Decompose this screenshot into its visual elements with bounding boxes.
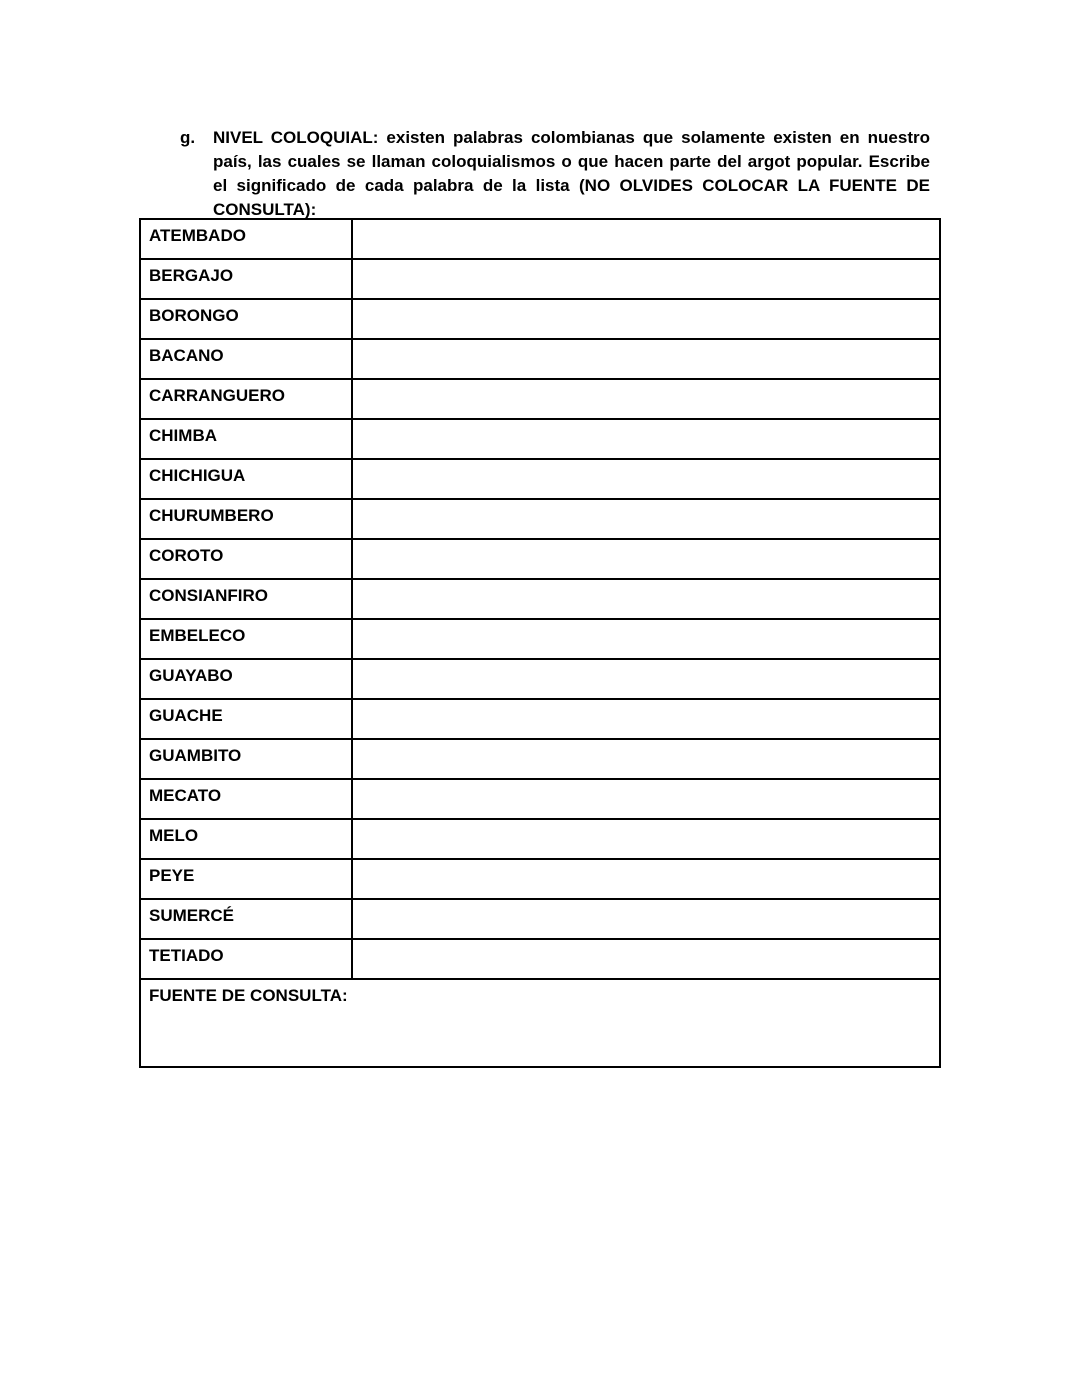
table-row	[140, 699, 940, 739]
source-cell[interactable]	[140, 979, 940, 1067]
word-cell: CONSIANFIRO	[140, 579, 352, 619]
word-cell: GUAYABO	[140, 659, 352, 699]
list-marker: g.	[180, 128, 196, 147]
table-row	[140, 459, 940, 499]
word-cell: MECATO	[140, 779, 352, 819]
meaning-cell[interactable]	[352, 219, 940, 259]
table-row	[140, 219, 940, 259]
meaning-cell[interactable]	[352, 819, 940, 859]
table-row	[140, 819, 940, 859]
word-cell: BORONGO	[140, 299, 352, 339]
word-cell: GUACHE	[140, 699, 352, 739]
table-row	[140, 499, 940, 539]
table-row	[140, 899, 940, 939]
word-cell: GUAMBITO	[140, 739, 352, 779]
meaning-cell[interactable]	[352, 899, 940, 939]
word-cell: CHURUMBERO	[140, 499, 352, 539]
meaning-cell[interactable]	[352, 499, 940, 539]
table-row	[140, 419, 940, 459]
vocabulary-table	[139, 218, 941, 1068]
table-row	[140, 619, 940, 659]
word-cell: TETIADO	[140, 939, 352, 979]
word-cell: BERGAJO	[140, 259, 352, 299]
meaning-cell[interactable]	[352, 859, 940, 899]
source-label: FUENTE DE CONSULTA:	[149, 986, 348, 1005]
table-row	[140, 659, 940, 699]
meaning-cell[interactable]	[352, 259, 940, 299]
exercise-instruction	[180, 126, 930, 222]
meaning-cell[interactable]	[352, 699, 940, 739]
meaning-cell[interactable]	[352, 779, 940, 819]
table-row	[140, 939, 940, 979]
table-row	[140, 379, 940, 419]
table-row	[140, 539, 940, 579]
table-row	[140, 859, 940, 899]
meaning-cell[interactable]	[352, 379, 940, 419]
word-cell: SUMERCÉ	[140, 899, 352, 939]
meaning-cell[interactable]	[352, 659, 940, 699]
meaning-cell[interactable]	[352, 339, 940, 379]
table-row	[140, 339, 940, 379]
word-cell: CHICHIGUA	[140, 459, 352, 499]
meaning-cell[interactable]	[352, 539, 940, 579]
word-cell: COROTO	[140, 539, 352, 579]
meaning-cell[interactable]	[352, 299, 940, 339]
word-cell: ATEMBADO	[140, 219, 352, 259]
meaning-cell[interactable]	[352, 739, 940, 779]
meaning-cell[interactable]	[352, 619, 940, 659]
meaning-cell[interactable]	[352, 579, 940, 619]
meaning-cell[interactable]	[352, 459, 940, 499]
meaning-cell[interactable]	[352, 419, 940, 459]
word-cell: CHIMBA	[140, 419, 352, 459]
table-row	[140, 299, 940, 339]
table-row	[140, 579, 940, 619]
table-row	[140, 259, 940, 299]
word-cell: MELO	[140, 819, 352, 859]
word-cell: PEYE	[140, 859, 352, 899]
table-row	[140, 779, 940, 819]
instruction-text: NIVEL COLOQUIAL: existen palabras colombianas que solamente existen en nuestro país, las cuales se llaman coloquialismos o que hacen parte del argot popular. Escribe el significado de cada palabra de la lista (NO OLVIDES COLOCAR LA FUENTE DE CONSULTA):	[213, 128, 930, 219]
word-cell: CARRANGUERO	[140, 379, 352, 419]
word-cell: EMBELECO	[140, 619, 352, 659]
source-row	[140, 979, 940, 1067]
table-row	[140, 739, 940, 779]
meaning-cell[interactable]	[352, 939, 940, 979]
word-cell: BACANO	[140, 339, 352, 379]
